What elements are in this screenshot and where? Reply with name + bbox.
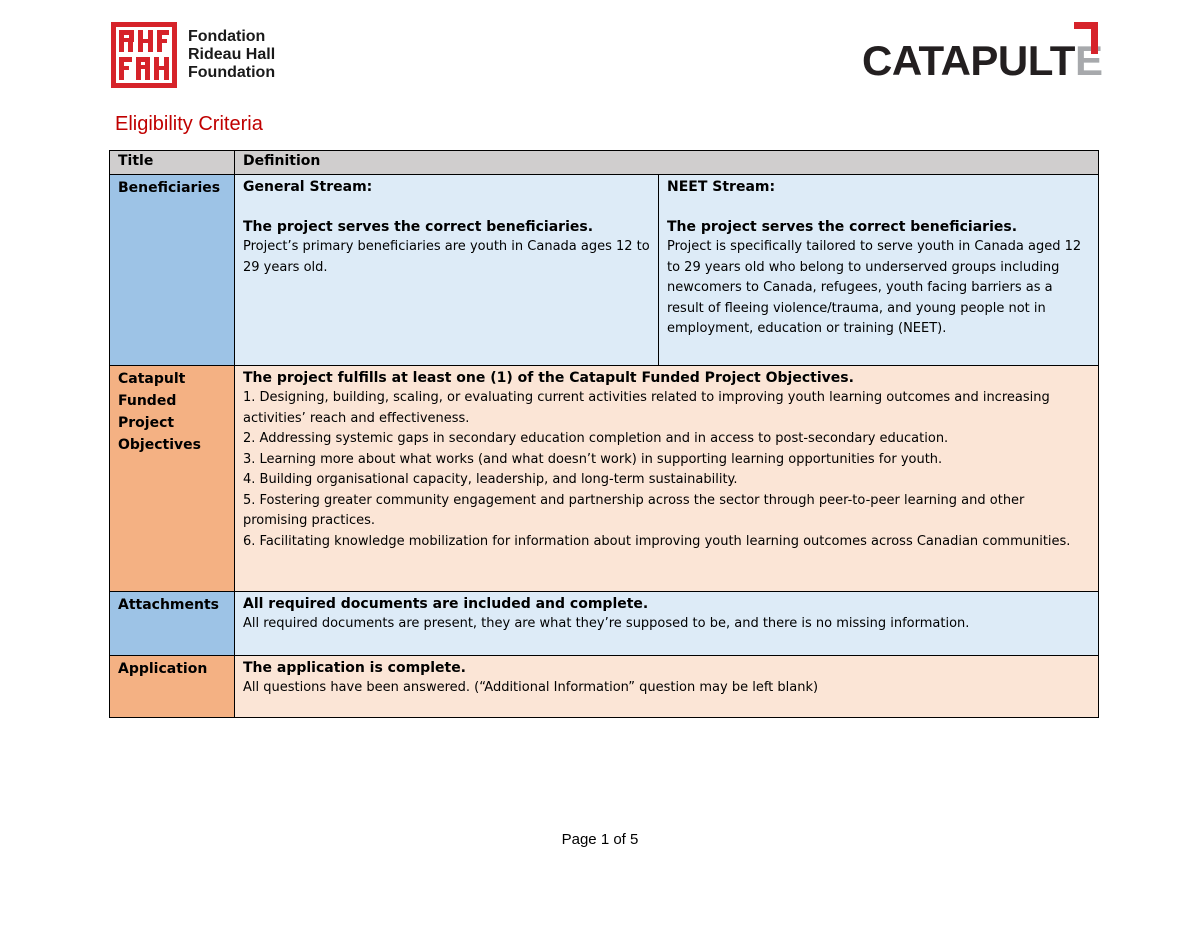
- objective-item: 4. Building organisational capacity, leadership, and long-term sustainability.: [243, 472, 738, 487]
- page-total: 5: [630, 831, 639, 848]
- objective-item: 3. Learning more about what works (and what doesn’t work) in supporting learning opportunities for youth.: [243, 451, 943, 467]
- page-of: of: [613, 831, 626, 848]
- table-row-application: [110, 656, 1099, 718]
- table-row-objectives: [110, 366, 1099, 592]
- rhf-logo-line: Rideau Hall: [188, 46, 276, 63]
- rhf-logo-line: Foundation: [188, 64, 276, 81]
- row-title-attachments: Attachments: [110, 592, 235, 656]
- catapulte-logo: [862, 22, 1103, 84]
- objectives-cell: [235, 366, 1099, 592]
- catapulte-wordmark: CATAPULTE: [862, 37, 1103, 84]
- objective-item: 6. Facilitating knowledge mobilization for information about improving youth learning outcomes across Canadian communities.: [243, 533, 1071, 549]
- catapulte-corner-icon: [1074, 22, 1098, 54]
- attachments-description: All required documents are present, they are what they’re supposed to be, and there is no missing information.: [243, 616, 970, 631]
- row-title-objectives: Catapult Funded Project Objectives: [110, 366, 235, 592]
- application-cell: [235, 656, 1099, 718]
- application-criterion: The application is complete.: [243, 660, 467, 676]
- objectives-criterion: The project fulfills at least one (1) of the Catapult Funded Project Objectives.: [243, 370, 854, 386]
- page-footer: [0, 831, 1200, 848]
- neet-stream-description: Project is specifically tailored to serve youth in Canada aged 12 to 29 years old who belong to underserved groups including newcomers to Canada, refugees, youth facing barriers as a result of fleeing violence/trauma, and young people not in employment, education or training (NEET).: [667, 239, 1082, 336]
- objective-item: 5. Fostering greater community engagement and partnership across the sector through peer-to-peer learning and other promising practices.: [243, 492, 1025, 528]
- objective-item: 2. Addressing systemic gaps in secondary education completion and in access to post-secondary education.: [243, 431, 949, 446]
- neet-stream-criterion: The project serves the correct beneficiaries.: [667, 219, 1018, 235]
- general-stream-description: Project’s primary beneficiaries are youth in Canada ages 12 to 29 years old.: [243, 239, 650, 275]
- general-stream-heading: General Stream:: [243, 179, 373, 195]
- page-label: Page: [561, 831, 597, 848]
- neet-stream-heading: NEET Stream:: [667, 179, 776, 195]
- column-header-title: Title: [110, 151, 235, 175]
- attachments-cell: [235, 592, 1099, 656]
- eligibility-table: [109, 150, 1099, 718]
- rhf-logo-text: [188, 28, 275, 82]
- attachments-criterion: All required documents are included and complete.: [243, 596, 649, 612]
- column-header-definition: Definition: [235, 151, 1099, 175]
- application-description: All questions have been answered. (“Additional Information” question may be left blank): [243, 680, 819, 695]
- table-row-attachments: [110, 592, 1099, 656]
- objective-item: 1. Designing, building, scaling, or evaluating current activities related to improving youth learning outcomes and increasing activities’ reach and effectiveness.: [243, 390, 1050, 426]
- row-title-beneficiaries: Beneficiaries: [110, 175, 235, 366]
- general-stream-cell: [235, 175, 659, 366]
- rhf-logo-line: Fondation: [188, 28, 266, 45]
- rhf-monogram-icon: [111, 22, 177, 88]
- row-title-application: Application: [110, 656, 235, 718]
- table-row-beneficiaries: [110, 175, 1099, 366]
- general-stream-criterion: The project serves the correct beneficiaries.: [243, 219, 594, 235]
- section-title: Eligibility Criteria: [115, 113, 263, 135]
- rideau-hall-foundation-logo: [111, 22, 275, 88]
- page-number: 1: [600, 831, 610, 848]
- neet-stream-cell: [659, 175, 1099, 366]
- table-header-row: [110, 151, 1099, 175]
